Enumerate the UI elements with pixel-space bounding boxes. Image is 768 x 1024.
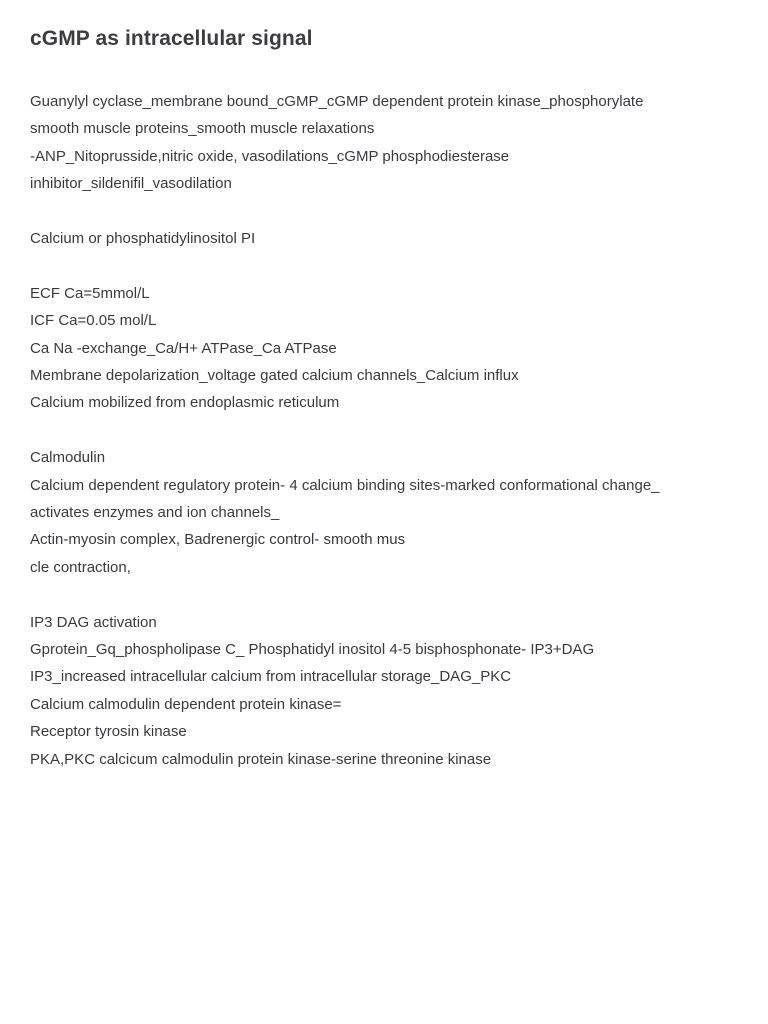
note-title[interactable]: cGMP as intracellular signal [30,27,313,50]
note-line: Calcium or phosphatidylinositol PI [30,230,256,248]
note-line: Guanylyl cyclase_membrane bound_cGMP_cGMP dependent protein kinase_phosphorylate [30,93,644,110]
note-line: -ANP_Nitoprusside,nitric oxide, vasodilations_cGMP phosphodiesterase [30,147,510,165]
note-line: Actin-myosin complex, Badrenergic control- smooth mus [30,531,406,549]
note-line: IP3 DAG activation [30,613,157,631]
note-blank-line [30,198,738,225]
note-line: Calcium calmodulin dependent protein kinase= [30,695,342,713]
note-line: inhibitor_sildenifil_vasodilation [30,175,232,193]
note-blank-line [30,252,738,279]
note-blank-line [30,581,738,608]
note-line: Calcium dependent regulatory protein- 4 calcium binding sites-marked conformational change_ [30,476,660,494]
note-line: Membrane depolarization_voltage gated calcium channels_Calcium influx [30,367,519,385]
note-line: Calmodulin [30,449,106,467]
note-line: ICF Ca=0.05 mol/L [30,312,157,330]
note-line: cle contraction, [30,558,131,576]
note-line: Ca Na -exchange_Ca/H+ ATPase_Ca ATPase [30,339,337,357]
note-line: PKA,PKC calcicum calmodulin protein kinase-serine threonine kinase [30,750,492,768]
note-body[interactable] [30,88,738,773]
note-line: Receptor tyrosin kinase [30,723,187,741]
note-line: Calcium mobilized from endoplasmic reticulum [30,394,340,412]
note-line: smooth muscle proteins_smooth muscle relaxations [30,120,375,138]
note-line: activates enzymes and ion channels_ [30,504,280,522]
note-blank-line [30,417,738,444]
note-line: IP3_increased intracellular calcium from intracellular storage_DAG_PKC [30,668,512,686]
note-line: ECF Ca=5mmol/L [30,284,150,302]
note-line: Gprotein_Gq_phospholipase C_ Phosphatidyl inositol 4-5 bisphosphonate- IP3+DAG [30,641,595,659]
